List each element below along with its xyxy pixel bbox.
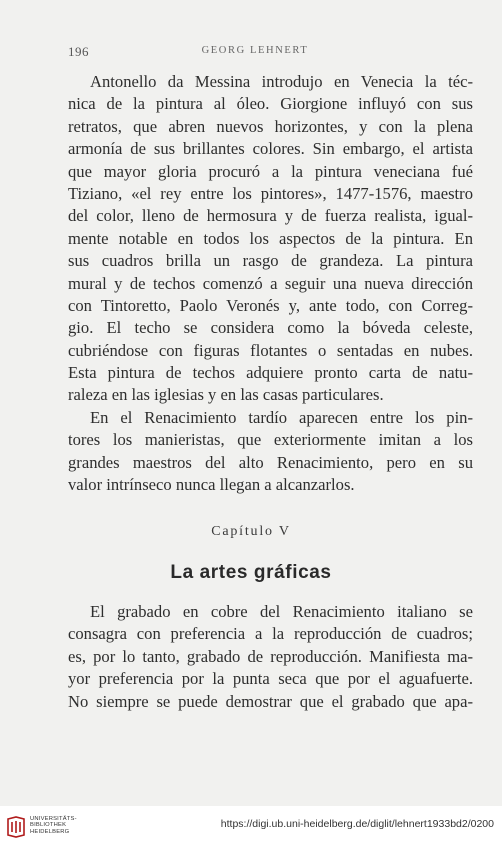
text-line: cubriéndose con figuras flotantes o sentadas en nubes. <box>68 340 473 360</box>
chapter-label: Capítulo V <box>211 524 291 539</box>
text-line: gio. El techo se considera como la bóveda celeste, <box>68 318 473 338</box>
footer-bar <box>0 806 502 845</box>
library-name-line: BIBLIOTHEK <box>30 822 67 829</box>
text-line: Antonello da Messina introdujo en Venecia la téc- <box>90 72 473 91</box>
text-line: es, por lo tanto, grabado de reproducción. Manifiesta ma- <box>68 646 473 666</box>
text-line: El grabado en cobre del Renacimiento italiano se <box>90 602 473 621</box>
text-line: No siempre se puede demostrar que el grabado que apa- <box>68 691 473 711</box>
text-line: mente notable en todos los aspectos de la pintura. En <box>68 228 473 248</box>
text-line: sus cuadros brilla un rasgo de grandeza. La pintura <box>68 251 473 271</box>
text-line: En el Renacimiento tardío aparecen entre los pin- <box>90 407 473 427</box>
library-logo-icon <box>6 816 26 838</box>
library-name-line: HEIDELBERG <box>30 828 70 835</box>
running-title: GEORG LEHNERT <box>201 45 309 56</box>
running-header <box>68 44 472 62</box>
text-line: Tiziano, «el rey entre los pintores», 1477-1576, maestro <box>68 183 473 203</box>
text-line: grandes maestros del alto Renacimiento, pero en su <box>68 452 473 472</box>
text-line: consagra con preferencia a la reproducción de cuadros; <box>68 624 473 644</box>
library-name-line: UNIVERSITÄTS- <box>30 816 77 822</box>
page-number: 196 <box>68 44 89 59</box>
text-line: raleza en las iglesias y en las casas particulares. <box>68 385 384 405</box>
text-line: armonía de sus brillantes colores. Sin embargo, el artista <box>68 139 473 159</box>
text-line: con Tintoretto, Paolo Veronés y, ante todo, con Correg- <box>68 295 473 315</box>
text-line: retratos, que abren nuevos horizontes, y con la plena <box>68 116 473 136</box>
text-line: valor intrínseco nunca llegan a alcanzarlos. <box>68 475 355 495</box>
text-line: del color, lleno de hermosura y de fuerza realista, igual- <box>68 206 473 226</box>
text-line: que mayor gloria procuró a la pintura veneciana fué <box>68 161 473 181</box>
chapter-text-block <box>68 601 473 713</box>
text-line: yor preferencia por la punta seca que por el aguafuerte. <box>68 669 473 689</box>
text-line: Esta pintura de techos adquiere pronto carta de natu- <box>68 363 473 383</box>
library-name <box>30 816 77 835</box>
source-url-link[interactable]: https://digi.ub.uni-heidelberg.de/diglit/lehnert1933bd2/0200 <box>220 818 494 830</box>
text-line: nica de la pintura al óleo. Giorgione influyó con sus <box>68 94 473 114</box>
text-line: mural y de techos comenzó a seguir una nueva dirección <box>68 273 473 293</box>
text-line: tores los manieristas, que exteriormente imitan a los <box>68 430 473 450</box>
main-text-block <box>68 71 473 496</box>
chapter-title: La artes gráficas <box>170 562 332 583</box>
